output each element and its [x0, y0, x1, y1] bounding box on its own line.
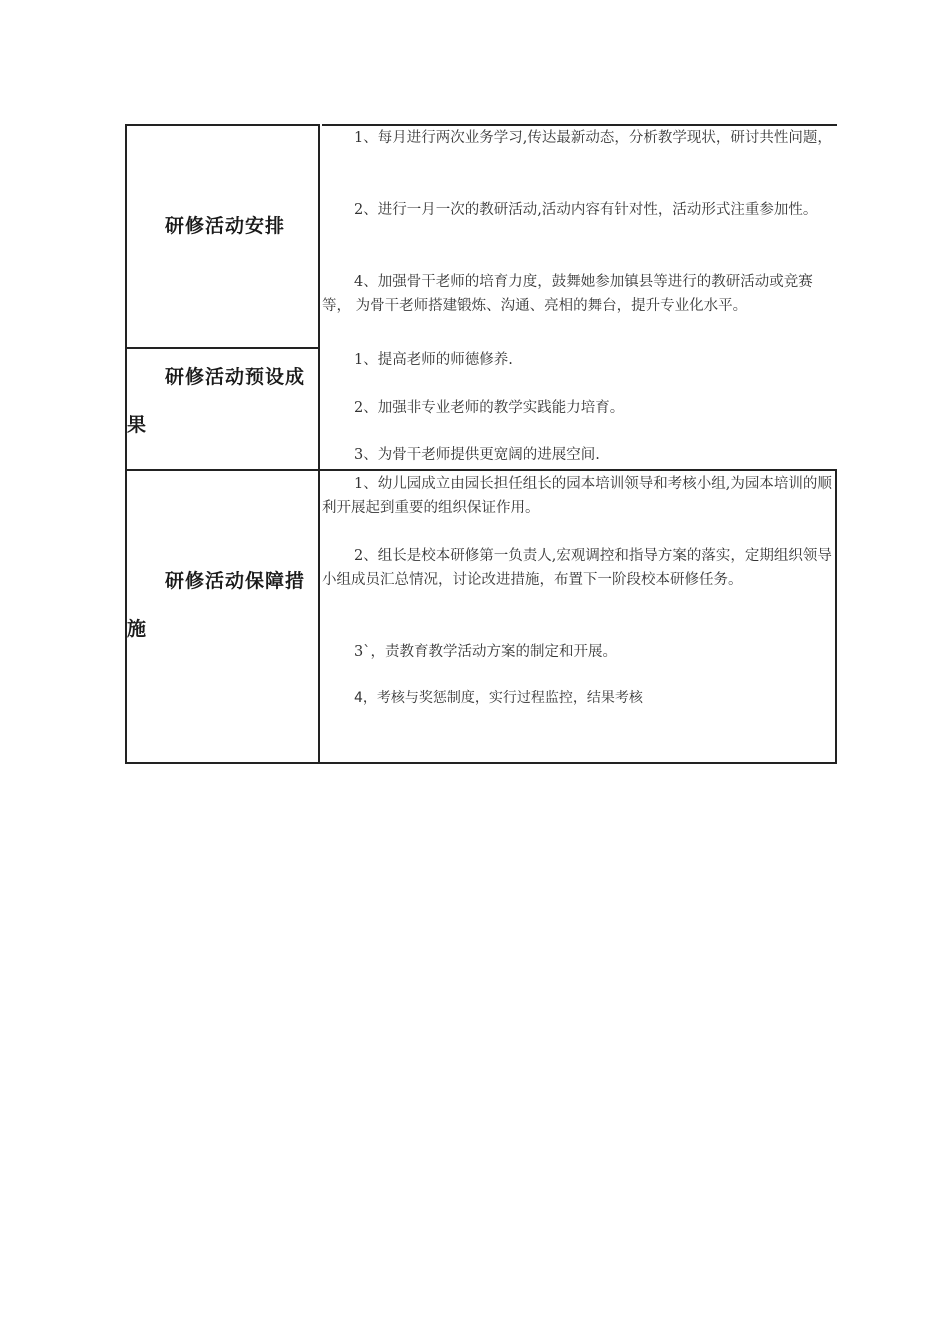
- list-item: 1、幼儿园成立由园长担任组长的园本培训领导和考核小组,为园本培训的顺利开展起到重要的组织保证作用。: [322, 476, 832, 516]
- table-row: [125, 124, 837, 348]
- row-content-cell: [318, 348, 837, 470]
- row-label-cell: [125, 470, 318, 764]
- row-content-cell: [318, 124, 837, 348]
- list-item: 1、每月进行两次业务学习,传达最新动态，分析教学现状，研讨共性问题，: [354, 130, 832, 146]
- list-item: 2、进行一月一次的教研活动,活动内容有针对性，活动形式注重参加性。: [354, 202, 818, 218]
- row-label: 研修活动保障措施: [127, 570, 306, 640]
- row-label-cell: [125, 124, 318, 348]
- list-item: 3、为骨干老师提供更宽阔的进展空间.: [354, 447, 600, 463]
- list-item: 2、加强非专业老师的教学实践能力培育。: [354, 400, 625, 416]
- row-label-cell: [125, 348, 318, 470]
- plan-table: [125, 124, 837, 764]
- row-content-cell: [318, 470, 837, 764]
- list-item: 2、组长是校本研修第一负责人,宏观调控和指导方案的落实，定期组织领导小组成员汇总情况，讨论改进措施，布置下一阶段校本研修任务。: [322, 548, 832, 588]
- table-row: [125, 470, 837, 764]
- list-item: 4、加强骨干老师的培育力度，鼓舞她参加镇县等进行的教研活动或竞赛等， 为骨干老师搭建锻炼、沟通、亮相的舞台，提升专业化水平。: [322, 274, 813, 314]
- row-label: 研修活动安排: [165, 215, 286, 237]
- row-label: 研修活动预设成果: [127, 366, 306, 436]
- table-row: [125, 348, 837, 470]
- list-item: 3`，责教育教学活动方案的制定和开展。: [354, 644, 617, 660]
- list-item: 4，考核与奖惩制度，实行过程监控，结果考核: [354, 690, 643, 706]
- list-item: 1、提高老师的师德修养.: [354, 352, 513, 368]
- table-bottom-border: [125, 762, 837, 764]
